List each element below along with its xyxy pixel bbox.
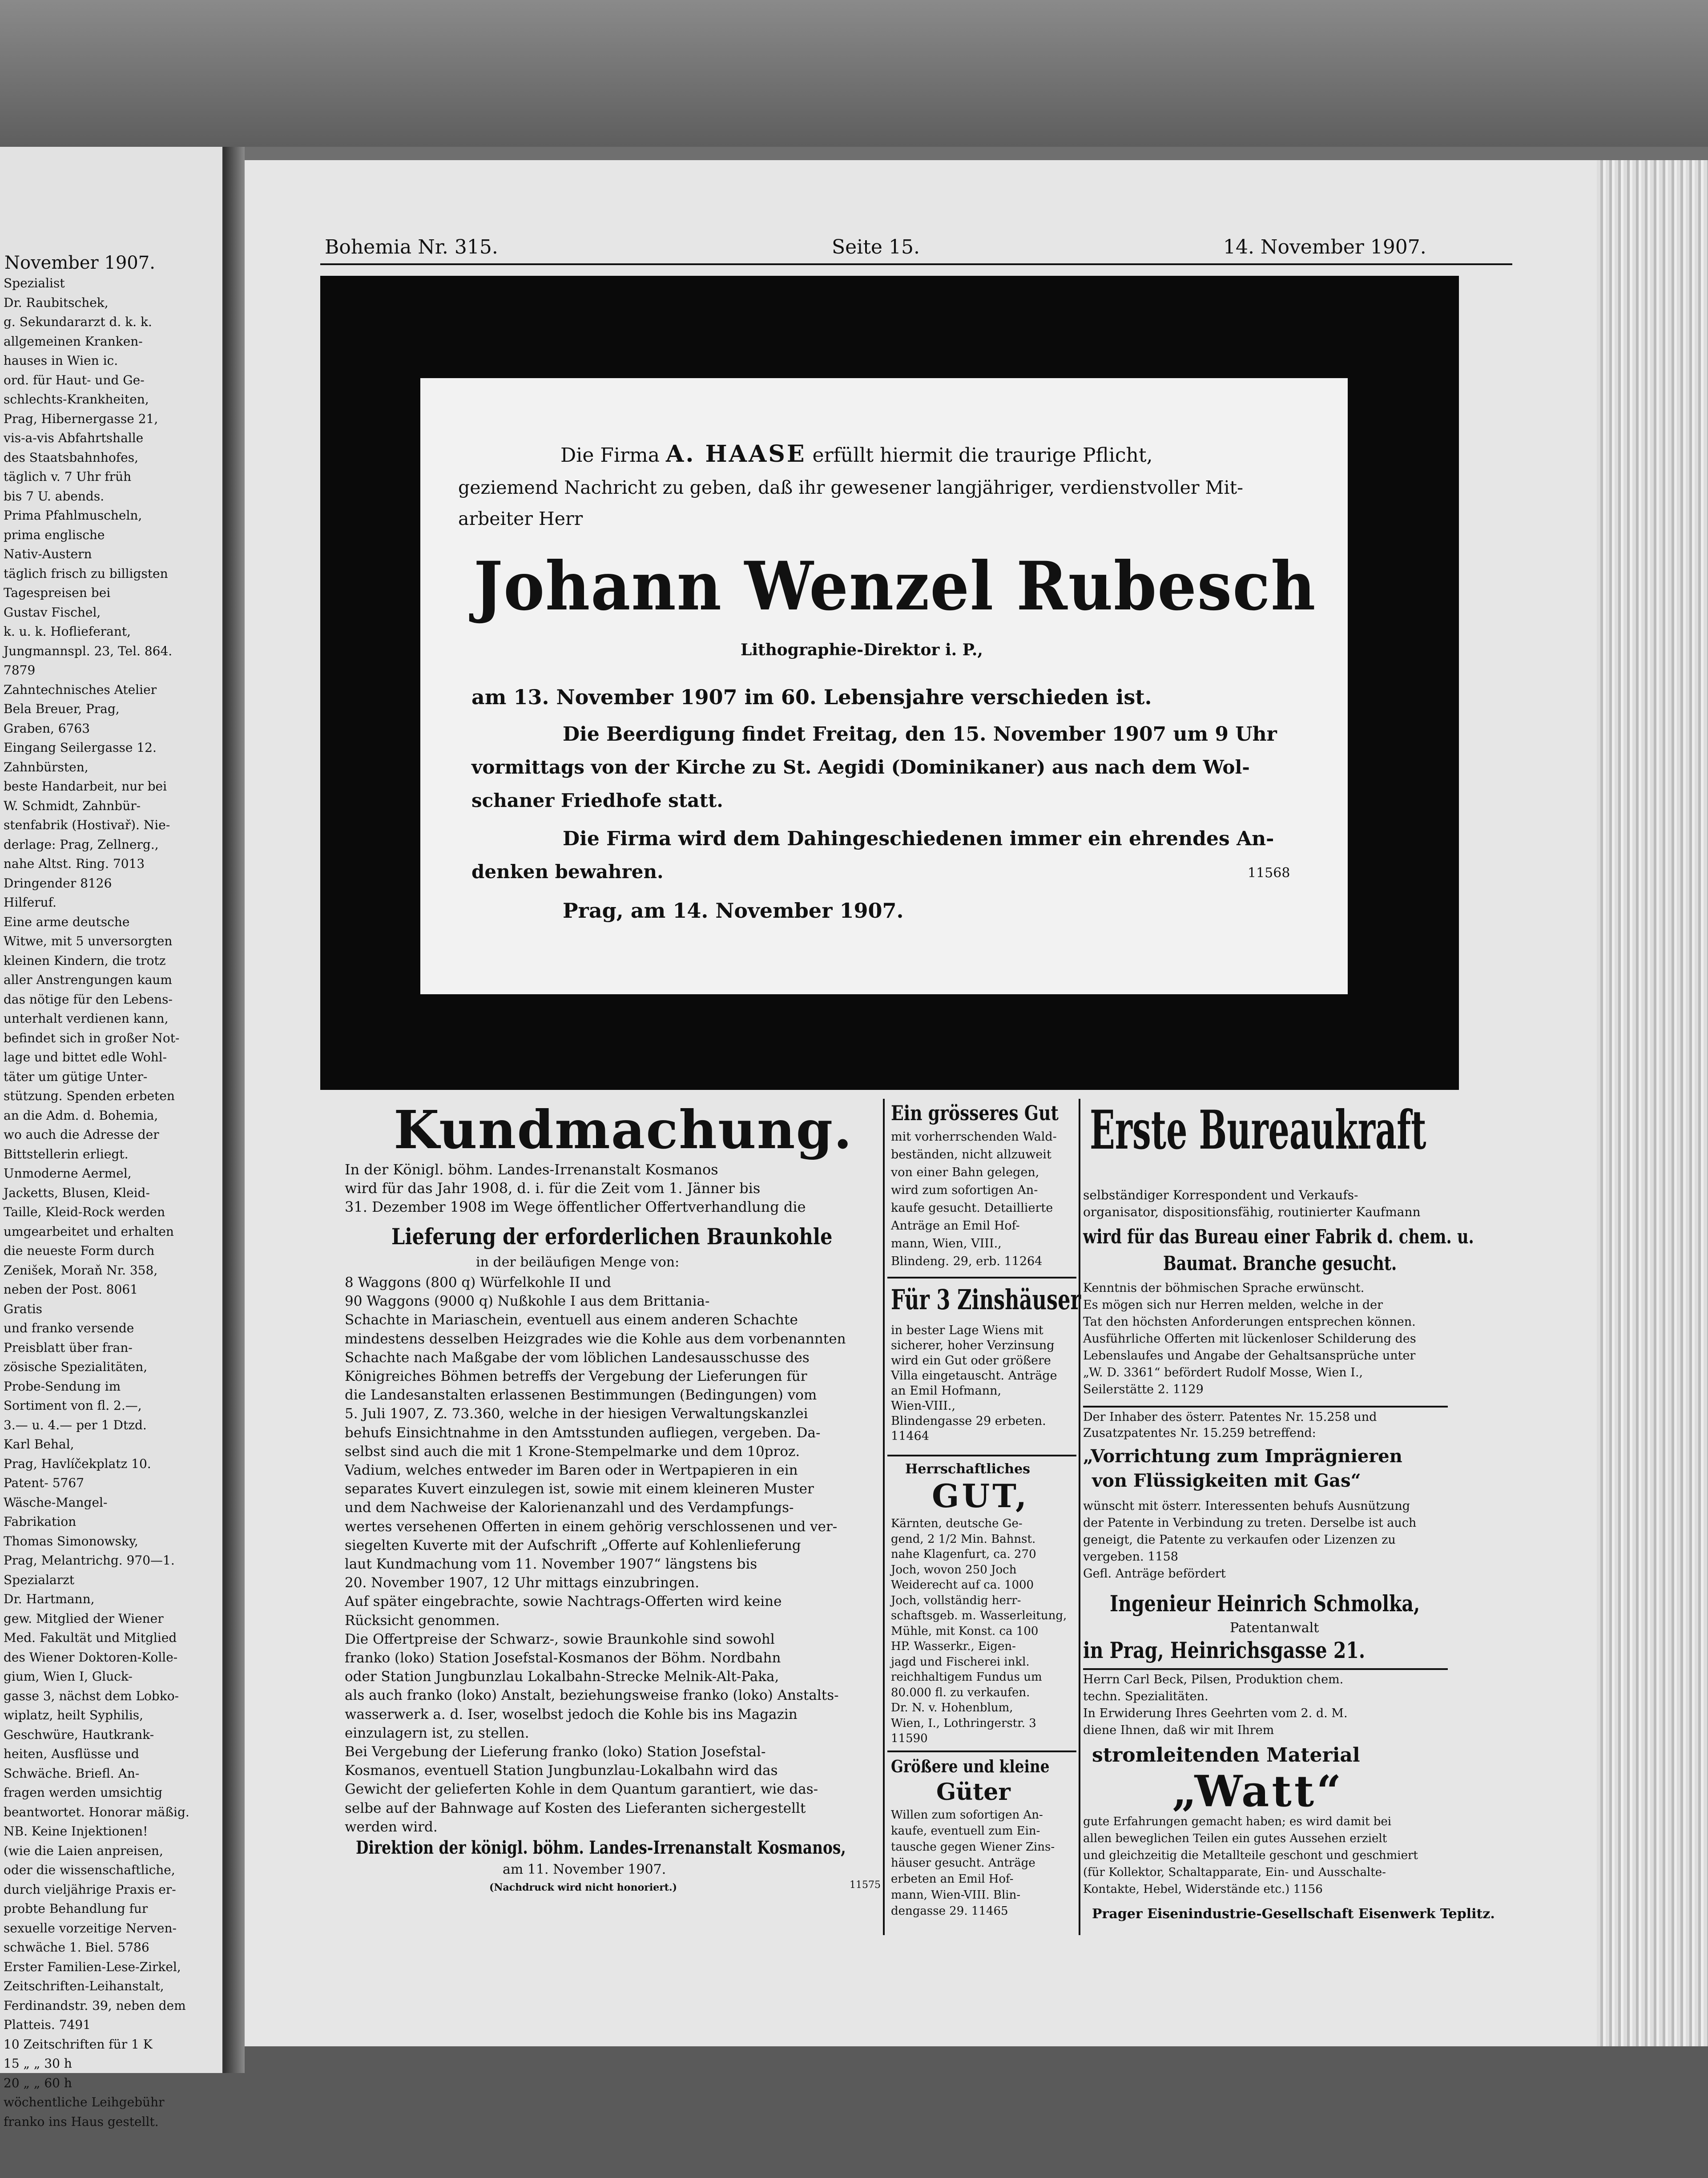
ad-gut-line: mann, Wien, VIII., [891, 1237, 1002, 1250]
ad-zinshaeuser-line: Wien-VIII., [891, 1399, 956, 1413]
left-page-ad-line: Wäsche-Mangel- [4, 1495, 108, 1510]
ad-patent-line: Gefl. Anträge befördert [1083, 1567, 1226, 1581]
ad-gueter-line: Willen zum sofortigen An- [891, 1808, 1043, 1822]
kundmachung-body-line: 5. Juli 1907, Z. 73.360, welche in der hiesigen Verwaltungskanzlei [345, 1406, 808, 1422]
left-page-ad-line: neben der Post. 8061 [4, 1282, 138, 1297]
kundmachung-body-line: Kosmanos, eventuell Station Jungbunzlau-Lokalbahn wird das [345, 1763, 778, 1779]
obituary-line7: schaner Friedhofe statt. [471, 790, 723, 811]
ad-patent-line: wünscht mit österr. Interessenten behufs Ausnützung [1083, 1499, 1410, 1513]
left-page-ad-line: des Staatsbahnhofes, [4, 450, 138, 465]
left-page-ad-line: an die Adm. d. Bohemia, [4, 1108, 158, 1123]
ad-herrschaft-line: gend, 2 1/2 Min. Bahnst. [891, 1532, 1036, 1546]
left-page-ad-line: sexuelle vorzeitige Nerven- [4, 1920, 177, 1936]
left-page-ad-line: kleinen Kindern, die trotz [4, 953, 166, 968]
ad-gueter-line: erbeten an Emil Hof- [891, 1872, 1014, 1886]
kundmachung-body-line: Bei Vergebung der Lieferung franko (loko) Station Josefstal- [345, 1744, 766, 1760]
left-page-header: November 1907. [4, 253, 155, 273]
ad-watt-intro-line: diene Ihnen, daß wir mit Ihrem [1083, 1723, 1274, 1737]
ad-herrschaft-kicker: Herrschaftliches [905, 1461, 1031, 1477]
ad-herrschaft-line: Kärnten, deutsche Ge- [891, 1517, 1023, 1530]
kundmachung-body-line: Auf später eingebrachte, sowie Nachtrags-Offerten wird keine [345, 1593, 782, 1610]
ad-herrschaft-line: 11590 [891, 1732, 928, 1745]
obituary-place-date: Prag, am 14. November 1907. [563, 899, 904, 923]
ad-herrschaft-line: 80.000 fl. zu verkaufen. [891, 1686, 1030, 1699]
left-page-ad-line: Zahntechnisches Atelier [4, 682, 157, 697]
left-page-ad-line: täglich v. 7 Uhr früh [4, 469, 132, 484]
left-page-ad-line: 10 Zeitschriften für 1 K [4, 2037, 153, 2052]
ad-patent-title2: von Flüssigkeiten mit Gas“ [1092, 1470, 1361, 1491]
kundmachung-date: am 11. November 1907. [503, 1862, 666, 1877]
left-page-ad-line: Prag, Melantrichg. 970—1. [4, 1553, 175, 1568]
kundmachung-body-line: einzulagern ist, zu stellen. [345, 1725, 529, 1741]
kundmachung-body-line: mindestens desselben Heizgrades wie die Kohle aus dem vorbenannten [345, 1331, 846, 1347]
obituary-line1-pre: Die Firma [560, 444, 660, 467]
left-page-ad-line: beste Handarbeit, nur bei [4, 779, 167, 794]
kundmachung-body-line: Vadium, welches entweder im Baren oder in Wertpapieren in ein [345, 1462, 798, 1478]
kundmachung-intro-line: wird für das Jahr 1908, d. i. für die Zeit vom 1. Jänner bis [345, 1180, 761, 1197]
left-page-ad-line: Schwäche. Briefl. An- [4, 1766, 140, 1781]
header-date: 14. November 1907. [1223, 236, 1426, 258]
kundmachung-body-line: behufs Einsichtnahme in den Amtsstunden aufliegen, vergeben. Da- [345, 1424, 821, 1441]
ad-gut-line: Anträge an Emil Hof- [891, 1219, 1020, 1233]
left-page-ad-line: 20 „ „ 60 h [4, 2075, 72, 2090]
obituary-line5: Die Beerdigung findet Freitag, den 15. November 1907 um 9 Uhr [563, 723, 1277, 746]
kundmachung-sub2: in der beiläufigen Menge von: [476, 1254, 680, 1270]
left-page-ad-line: W. Schmidt, Zahnbür- [4, 798, 141, 813]
background-top [0, 0, 1708, 147]
ad-bureaukraft-intro-line: selbständiger Korrespondent und Verkaufs- [1083, 1188, 1358, 1202]
ad-gueter-line: kaufe, eventuell zum Ein- [891, 1824, 1040, 1838]
left-page-ad-line: Tagespreisen bei [4, 585, 111, 600]
middle-column [887, 1099, 1081, 1935]
kundmachung-subtitle: Lieferung der erforderlichen Braunkohle [391, 1223, 833, 1250]
column-rule-1 [883, 1099, 885, 1935]
kundmachung-body-line: Gewicht der gelieferten Kohle in dem Quantum garantiert, wie das- [345, 1781, 818, 1798]
page-edges [1597, 160, 1708, 2046]
left-page-ad-line: beantwortet. Honorar mäßig. [4, 1804, 189, 1819]
left-page-ad-line: Platteis. 7491 [4, 2017, 91, 2032]
ad-herrschaft-line: Joch, vollständig herr- [891, 1593, 1021, 1607]
ad-herrschaft-line: Wien, I., Lothringerstr. 3 [891, 1716, 1036, 1730]
ad-bureaukraft-line: Seilerstätte 2. 1129 [1083, 1383, 1204, 1396]
ad-gut-line: beständen, nicht allzuweit [891, 1148, 1051, 1162]
left-page-ad-line: Preisblatt über fran- [4, 1340, 133, 1355]
ad-watt-line: gute Erfahrungen gemacht haben; es wird damit bei [1083, 1815, 1392, 1828]
obituary-ref: 11568 [1248, 865, 1290, 881]
left-page-ad-line: befindet sich in großer Not- [4, 1030, 180, 1045]
ad-patent-intro-line: Der Inhaber des österr. Patentes Nr. 15.258 und [1083, 1410, 1377, 1424]
ad-bureaukraft-line: Tat den höchsten Anforderungen entsprechen können. [1083, 1315, 1416, 1329]
left-page-ad-line: Witwe, mit 5 unversorgten [4, 934, 173, 948]
ad-watt-line: (für Kollektor, Schaltapparate, Ein- und Ausschalte- [1083, 1866, 1386, 1879]
left-page-ad-line: Dr. Hartmann, [4, 1592, 95, 1606]
kundmachung-body-line: Schachte in Mariaschein, eventuell aus einem anderen Schachte [345, 1312, 798, 1328]
left-page-ad-line: Jungmannspl. 23, Tel. 864. [4, 643, 173, 658]
ad-engineer-address: in Prag, Heinrichsgasse 21. [1083, 1637, 1366, 1663]
kundmachung-body-line: oder Station Jungbunzlau Lokalbahn-Strecke Melnik-Alt-Paka, [345, 1669, 779, 1685]
kundmachung-ref: 11575 [850, 1880, 881, 1891]
middle-divider-1 [887, 1277, 1076, 1279]
left-page-ad-line: Patent- 5767 [4, 1476, 85, 1490]
right-column [1083, 1099, 1495, 1935]
ad-herrschaft-line: Mühle, mit Konst. ca 100 [891, 1624, 1039, 1638]
ad-gut-line: von einer Bahn gelegen, [891, 1166, 1039, 1179]
left-page-ad-line: wiplatz, heilt Syphilis, [4, 1708, 144, 1722]
kundmachung-body-line: Königreiches Böhmen betreffs der Vergebung der Lieferungen für [345, 1368, 807, 1384]
kundmachung-body-line: wertes versehenen Offerten in einem gehörig verschlossenen und ver- [345, 1518, 838, 1535]
left-page-ad-line: Prima Pfahlmuscheln, [4, 508, 142, 523]
header-rule [320, 263, 1512, 265]
left-page-ad-line: Nativ-Austern [4, 547, 92, 561]
left-page-ad-line: Spezialarzt [4, 1572, 75, 1587]
left-page-ad-line: Geschwüre, Hautkrank- [4, 1727, 154, 1742]
ad-herrschaft-line: schaftsgeb. m. Wasserleitung, [891, 1609, 1067, 1622]
left-page-ad-line: Eingang Seilergasse 12. [4, 740, 157, 755]
ad-zinshaeuser-line: wird ein Gut oder größere [891, 1354, 1051, 1367]
kundmachung-body-line: selbe auf der Bahnwage auf Kosten des Lieferanten sichergestellt [345, 1800, 806, 1816]
ad-zinshaeuser-title: Für 3 Zinshäuser [891, 1283, 1081, 1316]
left-page-ad-line: Karl Behal, [4, 1437, 74, 1452]
kundmachung-body-line: separates Kuvert einzulegen ist, sowie mit einem kleineren Muster [345, 1481, 814, 1497]
ad-gueter-title: Größere und kleine [891, 1756, 1050, 1776]
ad-gut-line: Blindeng. 29, erb. 11264 [891, 1254, 1043, 1268]
header-page-number: Seite 15. [832, 236, 920, 258]
ad-watt-title: „Watt“ [1172, 1766, 1344, 1816]
ad-watt-line: und gleichzeitig die Metallteile geschont und geschmiert [1083, 1849, 1418, 1862]
ad-watt-intro-line: In Erwiderung Ihres Geehrten vom 2. d. M. [1083, 1706, 1348, 1720]
left-page-ad-line: Jacketts, Blusen, Kleid- [4, 1185, 150, 1200]
ad-zinshaeuser-line: sicherer, hoher Verzinsung [891, 1339, 1055, 1352]
obituary-line1-post: erfüllt hiermit die traurige Pflicht, [812, 444, 1153, 467]
ad-herrschaft-line: nahe Klagenfurt, ca. 270 [891, 1548, 1036, 1561]
left-page-ad-line: Probe-Sendung im [4, 1379, 121, 1394]
left-page-ad-line: schwäche 1. Biel. 5786 [4, 1940, 149, 1955]
left-page-ad-line: Erster Familien-Lese-Zirkel, [4, 1959, 181, 1974]
kundmachung-body-line: 20. November 1907, 12 Uhr mittags einzubringen. [345, 1575, 700, 1591]
kundmachung-body-line: Rücksicht genommen. [345, 1612, 500, 1629]
ad-gueter-line: tausche gegen Wiener Zins- [891, 1840, 1055, 1854]
left-page-ad-line: Gratis [4, 1301, 43, 1316]
left-page-ad-line: Graben, 6763 [4, 721, 90, 736]
ad-herrschaft-title: GUT, [932, 1477, 1030, 1515]
ad-gut-line: kaufe gesucht. Detaillierte [891, 1201, 1053, 1215]
left-page-ad-line: das nötige für den Lebens- [4, 992, 173, 1007]
ad-bureaukraft-bold1: wird für das Bureau einer Fabrik d. chem. u. [1083, 1226, 1474, 1248]
kundmachung-body-line: die Landesanstalten erlassenen Bestimmungen (Bedingungen) vom [345, 1387, 817, 1404]
ad-gut-title: Ein grösseres Gut [891, 1101, 1059, 1125]
left-page-ad-line: unterhalt verdienen kann, [4, 1011, 169, 1026]
ad-engineer-sub: Patentanwalt [1230, 1620, 1319, 1636]
left-page-ad-line: oder die wissenschaftliche, [4, 1863, 175, 1877]
left-page-ad-line: Dringender 8126 [4, 875, 112, 891]
ad-bureaukraft-line: Lebenslaufes und Angabe der Gehaltsansprüche unter [1083, 1349, 1416, 1363]
kundmachung-body-line: selbst sind auch die mit 1 Krone-Stempelmarke und dem 10proz. [345, 1443, 800, 1460]
deceased-title: Lithographie-Direktor i. P., [741, 641, 983, 659]
book-gutter [222, 147, 245, 2073]
left-page-ad-line: stützung. Spenden erbeten [4, 1089, 175, 1103]
left-page-ad-line: Zenišek, Moraň Nr. 358, [4, 1262, 158, 1278]
left-page-ad-line: 3.— u. 4.— per 1 Dtzd. [4, 1417, 147, 1432]
left-page-ad-line: Prag, Havlíčekplatz 10. [4, 1456, 151, 1471]
ad-watt-intro-line: techn. Spezialitäten. [1083, 1690, 1208, 1703]
kundmachung-body-line: siegelten Kuverte mit der Aufschrift „Offerte auf Kohlenlieferung [345, 1537, 801, 1553]
middle-divider-3 [887, 1750, 1076, 1752]
left-page-ad-line: stenfabrik (Hostivař). Nie- [4, 818, 170, 832]
kundmachung-intro-line: In der Königl. böhm. Landes-Irrenanstalt Kosmanos [345, 1161, 718, 1178]
left-page-ad-line: derlage: Prag, Zellnerg., [4, 837, 159, 852]
kundmachung-intro-line: 31. Dezember 1908 im Wege öffentlicher Offertverhandlung die [345, 1198, 806, 1215]
ad-bureaukraft-title: Erste Bureaukraft [1090, 1099, 1426, 1162]
ad-zinshaeuser-line: in bester Lage Wiens mit [891, 1323, 1043, 1337]
left-page-ad-line: Ferdinandstr. 39, neben dem [4, 1998, 186, 2013]
left-page-ad-line: durch vieljährige Praxis er- [4, 1882, 176, 1897]
ad-herrschaft-line: HP. Wasserkr., Eigen- [891, 1640, 1016, 1653]
left-page-ad-line: Sortiment von fl. 2.—, [4, 1398, 142, 1413]
left-page-ad-line: (wie die Laien anpreisen, [4, 1843, 163, 1858]
left-page-ad-line: wöchentliche Leihgebühr [4, 2095, 165, 2109]
ad-patent-title1: „Vorrichtung zum Imprägnieren [1083, 1446, 1402, 1467]
left-page-ad-line: Bela Breuer, Prag, [4, 702, 120, 716]
obituary-line6: vormittags von der Kirche zu St. Aegidi (Dominikaner) aus nach dem Wol- [471, 756, 1250, 778]
ad-watt-intro-line: Herrn Carl Beck, Pilsen, Produktion chem. [1083, 1673, 1344, 1686]
deceased-name: Johann Wenzel Rubesch [474, 547, 1317, 625]
middle-divider-2 [887, 1455, 1076, 1456]
left-page-ad-line: g. Sekundararzt d. k. k. [4, 315, 152, 329]
ad-herrschaft-line: Dr. N. v. Hohenblum, [891, 1701, 1013, 1714]
left-page-ad-line: prima englische [4, 527, 105, 542]
kundmachung-body-line: als auch franko (loko) Anstalt, beziehungsweise franko (loko) Anstalts- [345, 1687, 839, 1704]
left-page-ad-line: ord. für Haut- und Ge- [4, 372, 145, 387]
ad-patent-line: vergeben. 1158 [1083, 1550, 1178, 1564]
kundmachung-signature: Direktion der königl. böhm. Landes-Irrenanstalt Kosmanos, [356, 1837, 846, 1858]
column-rule-2 [1079, 1099, 1080, 1935]
left-page-ad-line: umgearbeitet und erhalten [4, 1224, 174, 1239]
left-page-ad-line: Prag, Hibernergasse 21, [4, 411, 158, 426]
background-bottom [0, 2046, 1708, 2178]
ad-zinshaeuser-line: Villa eingetauscht. Anträge [891, 1369, 1057, 1383]
left-page-ad-line: allgemeinen Kranken- [4, 334, 143, 349]
ad-bureaukraft-line: „W. D. 3361“ befördert Rudolf Mosse, Wien I., [1083, 1366, 1363, 1379]
ad-bureaukraft-bold2: Baumat. Branche gesucht. [1163, 1252, 1397, 1275]
ad-bureaukraft-line: Ausführliche Offerten mit lückenloser Schilderung des [1083, 1332, 1416, 1346]
left-page-ad-line: Thomas Simonowsky, [4, 1533, 138, 1549]
left-page-ad-line: k. u. k. Hoflieferant, [4, 624, 131, 639]
right-divider-2 [1083, 1668, 1448, 1670]
ad-watt-line: Kontakte, Hebel, Widerstände etc.) 1156 [1083, 1883, 1323, 1896]
left-page-ad-line: Fabrikation [4, 1514, 77, 1529]
header-issue: Bohemia Nr. 315. [325, 236, 498, 258]
left-page-ad-line: fragen werden umsichtig [4, 1785, 162, 1800]
left-page-ad-line: die neueste Form durch [4, 1243, 155, 1258]
kundmachung-body-line: 90 Waggons (9000 q) Nußkohle I aus dem Brittania- [345, 1293, 710, 1310]
left-page-ad-line: heiten, Ausflüsse und [4, 1746, 139, 1761]
ad-watt-footer: Prager Eisenindustrie-Gesellschaft Eisenwerk Teplitz. [1092, 1906, 1495, 1922]
left-page-ad-line: hauses in Wien ic. [4, 353, 118, 368]
ad-gut-line: wird zum sofortigen An- [891, 1183, 1038, 1197]
left-page-ad-line: 15 „ „ 30 h [4, 2056, 72, 2071]
left-page-ad-line: nahe Altst. Ring. 7013 [4, 856, 145, 871]
kundmachung-body-line: werden wird. [345, 1819, 438, 1835]
left-page-ad-line: Med. Fakultät und Mitglied [4, 1630, 177, 1645]
kundmachung-body-line: Die Offertpreise der Schwarz-, sowie Braunkohle sind sowohl [345, 1631, 775, 1647]
left-page-ad-line: täter um gütige Unter- [4, 1069, 148, 1084]
kundmachung-body-line: 8 Waggons (800 q) Würfelkohle II und [345, 1275, 611, 1291]
ad-watt-line: allen beweglichen Teilen ein gutes Aussehen erzielt [1083, 1832, 1387, 1845]
left-page-ad-line: Dr. Raubitschek, [4, 295, 109, 310]
right-divider-1 [1083, 1406, 1448, 1408]
kundmachung-body-line: Schachte nach Maßgabe der vom löblichen Landesausschusse des [345, 1349, 810, 1366]
kundmachung-body-line: franko (loko) Station Josefstal-Kosmanos der Böhm. Nordbahn [345, 1650, 781, 1666]
left-page-ad-line: zösische Spezialitäten, [4, 1359, 148, 1374]
left-page-ad-line: Spezialist [4, 276, 65, 290]
left-page-ad-line: Eine arme deutsche [4, 914, 130, 929]
ad-gut-line: mit vorherrschenden Wald- [891, 1130, 1057, 1144]
left-page-ad-line: schlechts-Krankheiten, [4, 392, 149, 407]
left-page-ad-line: Gustav Fischel, [4, 605, 101, 620]
ad-herrschaft-line: Weiderecht auf ca. 1000 [891, 1578, 1034, 1592]
left-page-ad-line: bis 7 U. abends. [4, 488, 105, 504]
ad-gueter-line: dengasse 29. 11465 [891, 1904, 1008, 1918]
kundmachung-title: Kundmachung. [394, 1099, 853, 1161]
left-page-ad-line: des Wiener Doktoren-Kolle- [4, 1650, 178, 1665]
kundmachung-body-line: laut Kundmachung vom 11. November 1907“ längstens bis [345, 1556, 757, 1572]
kundmachung-ad [325, 1099, 881, 1935]
left-page-ad-line: gium, Wien I, Gluck- [4, 1669, 133, 1684]
left-page-ad-line: Unmoderne Aermel, [4, 1166, 132, 1181]
obituary-line4: am 13. November 1907 im 60. Lebensjahre verschieden ist. [471, 685, 1152, 709]
left-page-ad-line: vis-a-vis Abfahrtshalle [4, 431, 144, 445]
ad-patent-intro-line: Zusatzpatentes Nr. 15.259 betreffend: [1083, 1426, 1316, 1440]
left-page-ad-line: aller Anstrengungen kaum [4, 972, 172, 987]
left-page-ad-line: NB. Keine Injektionen! [4, 1824, 148, 1839]
ad-gueter-line: mann, Wien-VIII. Blin- [891, 1888, 1021, 1902]
ad-herrschaft-line: jagd und Fischerei inkl. [891, 1655, 1030, 1669]
ad-patent-line: geneigt, die Patente zu verkaufen oder Lizenzen zu [1083, 1533, 1396, 1547]
ad-gueter-line: häuser gesucht. Anträge [891, 1856, 1035, 1870]
kundmachung-body-line: und dem Nachweise der Kalorienanzahl und des Verdampfungs- [345, 1500, 794, 1516]
ad-gueter-title2: Güter [936, 1779, 1011, 1806]
left-page-ad-line: täglich frisch zu billigsten [4, 566, 168, 581]
left-page-ad-line: lage und bittet edle Wohl- [4, 1050, 167, 1065]
kundmachung-note: (Nachdruck wird nicht honoriert.) [489, 1882, 677, 1893]
ad-patent-line: der Patente in Verbindung zu treten. Derselbe ist auch [1083, 1516, 1417, 1530]
obituary-notice [420, 378, 1348, 994]
left-page-ad-line: Zeitschriften-Leihanstalt, [4, 1979, 164, 1993]
ad-engineer-name: Ingenieur Heinrich Schmolka, [1110, 1590, 1420, 1617]
left-page-ad-line: Zahnbürsten, [4, 759, 89, 774]
ad-zinshaeuser-line: Blindengasse 29 erbeten. [891, 1414, 1046, 1428]
left-page-ad-line: und franko versende [4, 1321, 134, 1335]
left-page-ad-line: 7879 [4, 663, 36, 678]
left-page [0, 147, 225, 2129]
obituary-line9: denken bewahren. [471, 861, 664, 883]
obituary-firm-name: A. HAASE [665, 440, 806, 468]
ad-bureaukraft-line: Es mögen sich nur Herren melden, welche in der [1083, 1298, 1383, 1312]
ad-bureaukraft-intro-line: organisator, dispositionsfähig, routinierter Kaufmann [1083, 1205, 1421, 1219]
ad-bureaukraft-line: Kenntnis der böhmischen Sprache erwünscht. [1083, 1281, 1365, 1295]
obituary-line8: Die Firma wird dem Dahingeschiedenen immer ein ehrendes An- [563, 827, 1274, 850]
ad-watt-material: stromleitenden Material [1092, 1744, 1360, 1767]
left-page-ad-line: Bittstellerin erliegt. [4, 1146, 129, 1162]
left-page-ad-line: wo auch die Adresse der [4, 1127, 159, 1142]
obituary-line3: arbeiter Herr [458, 508, 583, 529]
left-page-ad-line: probte Behandlung fur [4, 1901, 148, 1916]
left-page-ad-line: gew. Mitglied der Wiener [4, 1611, 164, 1626]
ad-zinshaeuser-line: 11464 [891, 1429, 929, 1443]
kundmachung-body-line: wasserwerk a. d. Iser, woselbst jedoch die Kohle bis ins Magazin [345, 1706, 798, 1722]
left-page-ad-line: franko ins Haus gestellt. [4, 2114, 159, 2129]
left-page-ad-line: Hilferuf. [4, 895, 56, 910]
left-page-ad-line: Taille, Kleid-Rock werden [4, 1205, 165, 1219]
ad-zinshaeuser-line: an Emil Hofmann, [891, 1384, 1002, 1398]
ad-herrschaft-line: Joch, wovon 250 Joch [891, 1563, 1017, 1577]
ad-herrschaft-line: reichhaltigem Fundus um [891, 1670, 1042, 1684]
left-page-ad-line: gasse 3, nächst dem Lobko- [4, 1688, 179, 1703]
obituary-line2: geziemend Nachricht zu geben, daß ihr gewesener langjähriger, verdienstvoller Mit- [458, 477, 1243, 498]
